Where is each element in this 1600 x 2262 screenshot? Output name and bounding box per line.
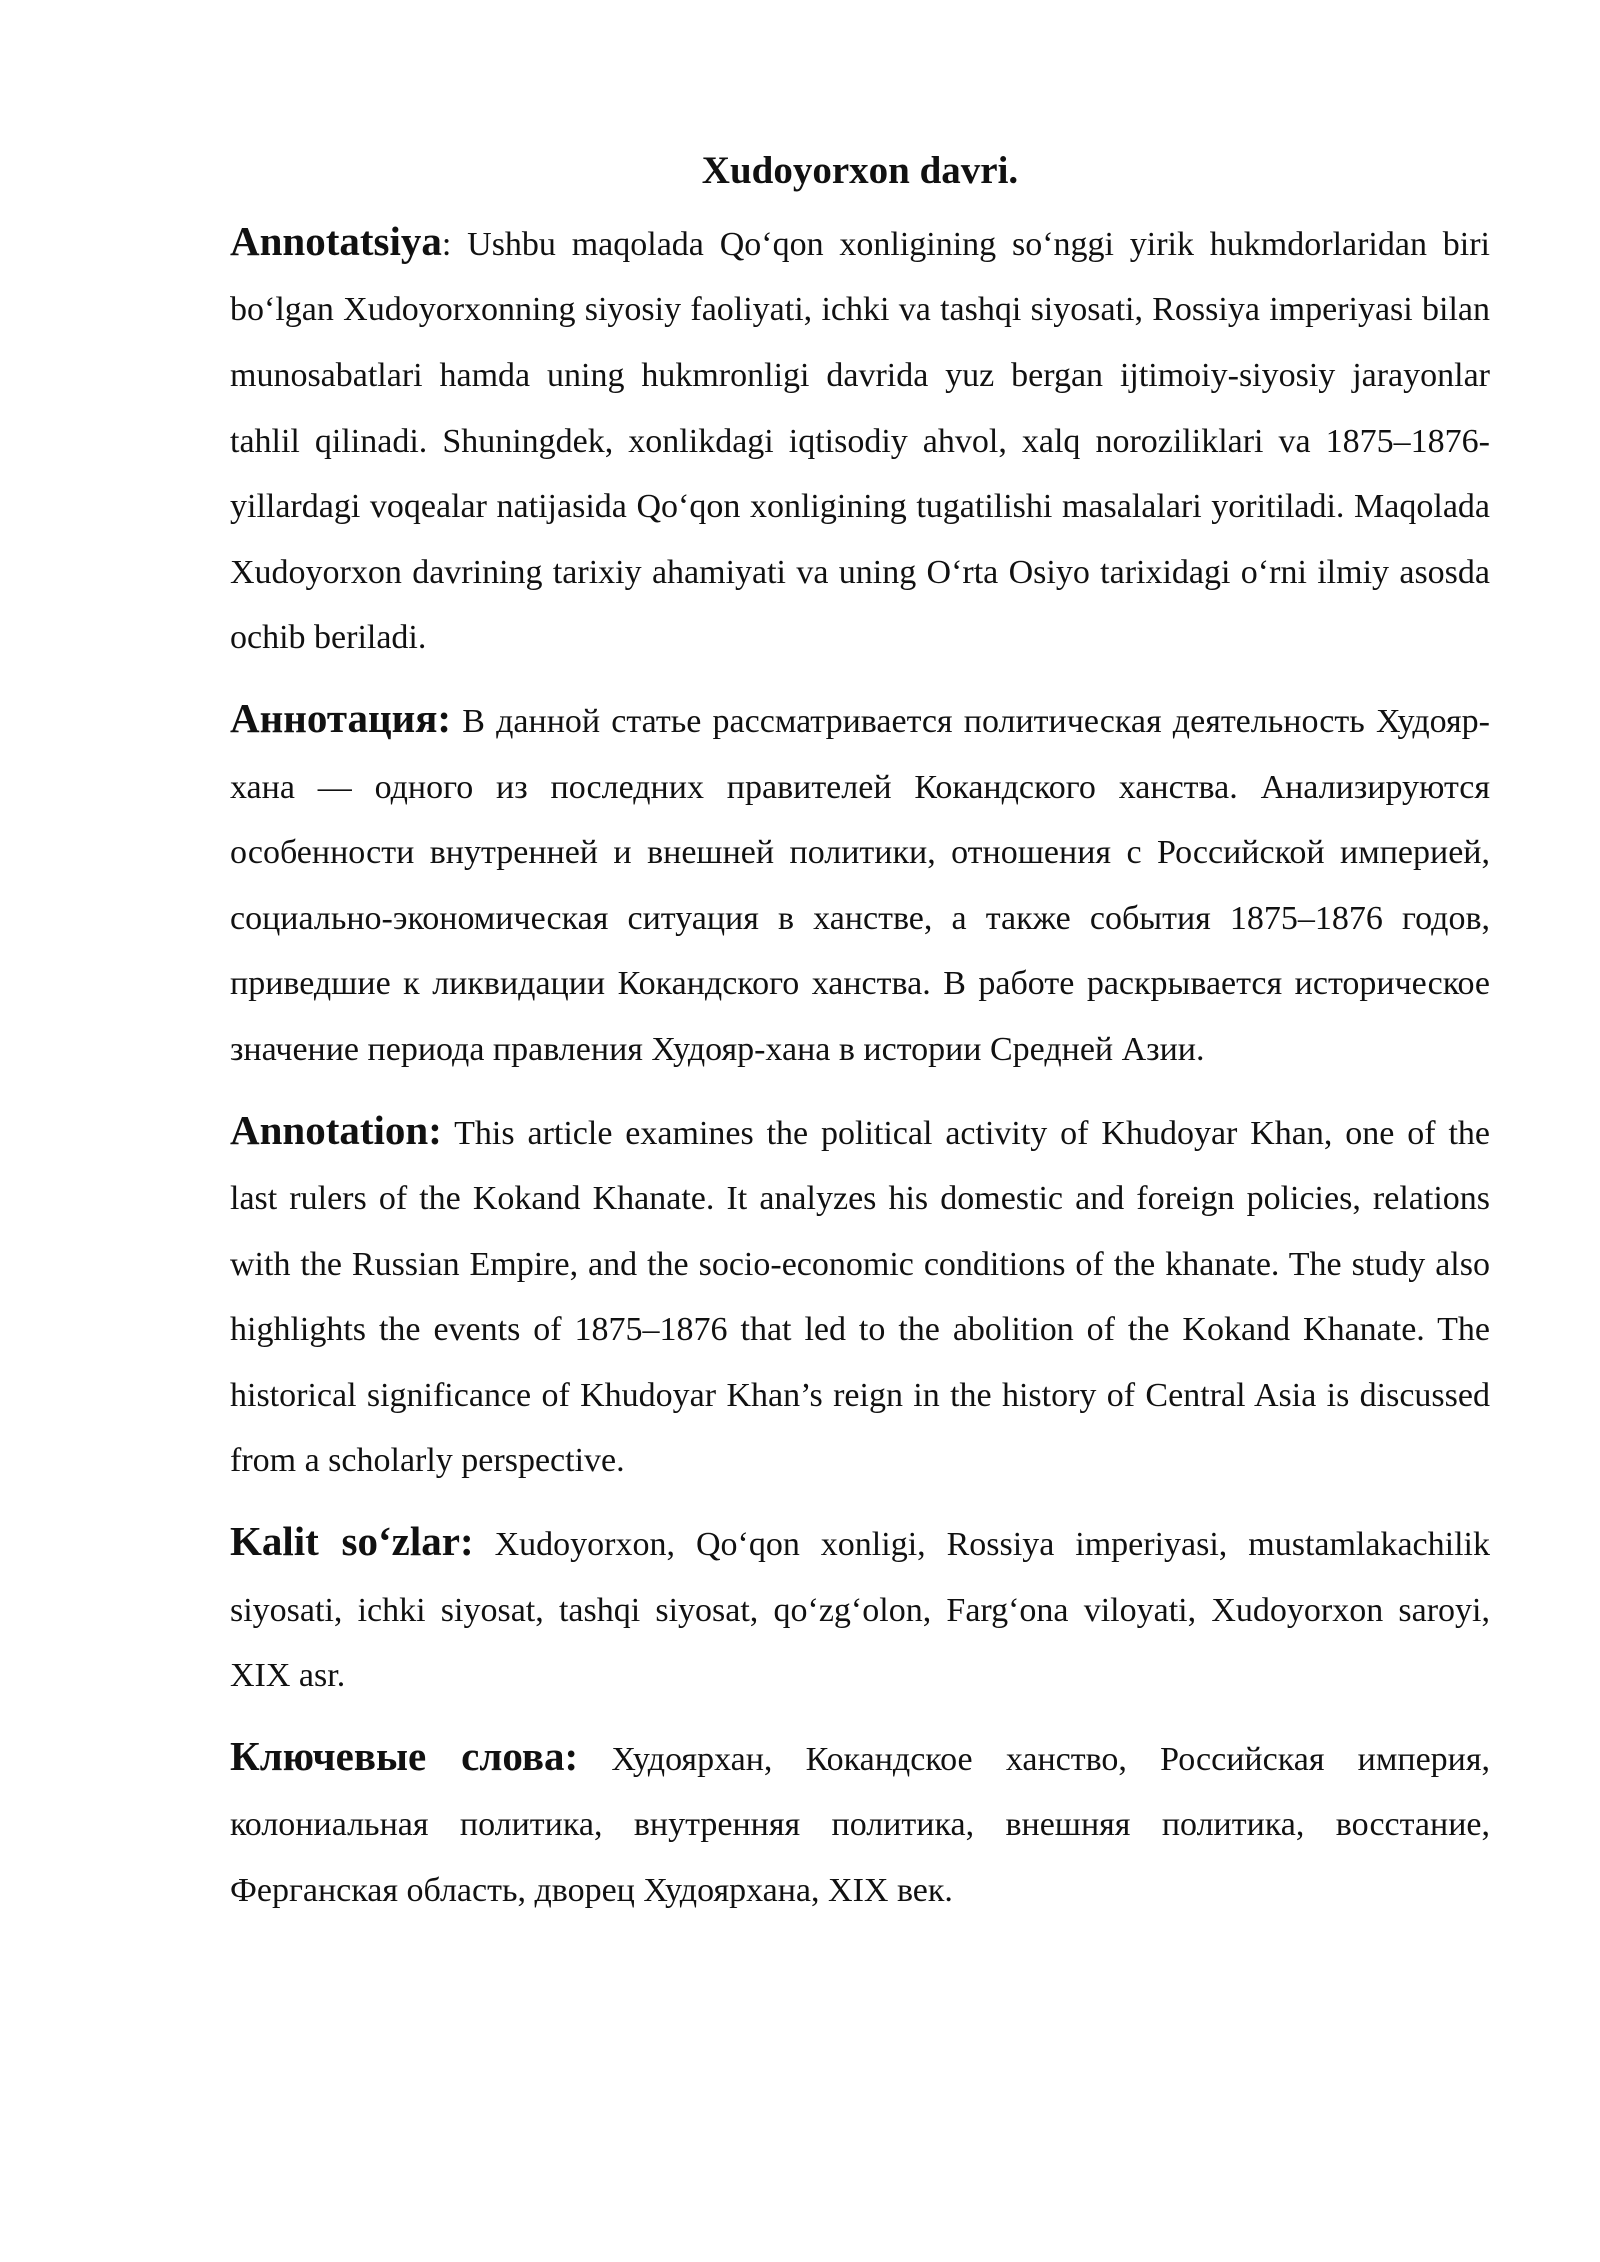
- document-title: Xudoyorxon davri.: [701, 149, 1019, 192]
- annotation-uz: [230, 209, 1490, 671]
- annotation-en: [230, 1098, 1490, 1495]
- annotation-en-text: This article examines the political activity of Khudoyar Khan, one of the last rulers of the Kokand Khanate. It analyzes his domestic and foreign policies, relations with the Russian Empire, and the socio-economic conditions of the khanate. The study also highlights the events of 1875–1876 that led to the abolition of the Kokand Khanate. The historical significance of Khudoyar Khan’s reign in the history of Central Asia is discussed from a scholarly perspective.: [230, 1114, 1491, 1480]
- annotation-uz-label: Annotatsiya: [230, 217, 442, 264]
- annotation-en-label: Annotation:: [230, 1106, 442, 1153]
- annotation-ru: [230, 686, 1490, 1083]
- keywords-uz: [230, 1509, 1490, 1709]
- keywords-ru: [230, 1724, 1490, 1924]
- keywords-ru-label: Ключевые слова:: [230, 1732, 579, 1779]
- keywords-uz-text: Xudoyorxon, Qo‘qon xonligi, Rossiya imperiyasi, mustamlakachilik siyosati, ichki siyosat, tashqi siyosat, qo‘zg‘olon, Farg‘ona viloyati, Xudoyorxon saroyi, XIX asr.: [230, 1526, 1490, 1695]
- annotation-uz-separator: :: [441, 225, 468, 263]
- keywords-uz-label: Kalit so‘zlar:: [230, 1518, 474, 1565]
- keywords-ru-text: Худоярхан, Кокандское ханство, Российская империя, колониальная политика, внутренняя политика, внешняя политика, восстание, Ферганская область, дворец Худоярхана, XIX век.: [230, 1740, 1491, 1910]
- document-page: [230, 148, 1490, 1924]
- annotation-uz-text: Ushbu maqolada Qo‘qon xonligining so‘nggi yirik hukmdorlaridan biri bo‘lgan Xudoyorxonning siyosiy faoliyati, ichki va tashqi siyosati, Rossiya imperiyasi bilan munosabatlari hamda uning hukmronligi davrida yuz bergan ijtimoiy-siyosiy jarayonlar tahlil qilinadi. Shuningdek, xonlikdagi iqtisodiy ahvol, xalq noroziliklari va 1875–1876-yillardagi voqealar natijasida Qo‘qon xonligining tugatilishi masalalari yoritiladi. Maqolada Xudoyorxon davrining tarixiy ahamiyati va uning O‘rta Osiyo tarixidagi o‘rni ilmiy asosda ochib beriladi.: [230, 225, 1490, 657]
- annotation-ru-label: Аннотация:: [230, 694, 452, 741]
- annotation-ru-text: В данной статье рассматривается политическая деятельность Худояр-хана — одного из последних правителей Кокандского ханства. Анализируются особенности внутренней и внешней политики, отношения с Российской империей, социально-экономическая ситуация в ханстве, а также события 1875–1876 годов, приведшие к ликвидации Кокандского ханства. В работе раскрывается историческое значение периода правления Худояр-хана в истории Средней Азии.: [230, 702, 1490, 1068]
